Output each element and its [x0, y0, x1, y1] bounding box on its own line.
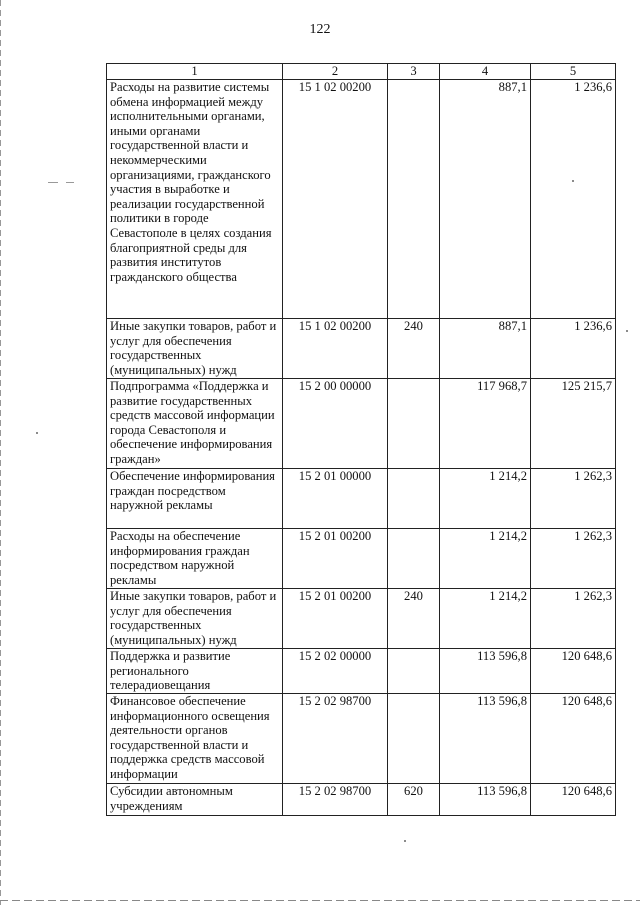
- row-name: Обеспечение информирования граждан посредством наружной рекламы: [107, 469, 283, 529]
- header-col-4: 4: [440, 64, 531, 80]
- table-row: [107, 784, 616, 816]
- row-name: Иные закупки товаров, работ и услуг для обеспечения государственных (муниципальных) нужд: [107, 589, 283, 649]
- row-expense-type: [388, 529, 440, 589]
- row-expense-type: [388, 80, 440, 319]
- row-code: 15 2 02 98700: [283, 694, 388, 784]
- row-expense-type: [388, 694, 440, 784]
- table-row: [107, 469, 616, 529]
- row-name: Финансовое обеспечение информационного освещения деятельности органов государственной власти и поддержка средств массовой информации: [107, 694, 283, 784]
- row-amount-year1: 1 214,2: [440, 469, 531, 529]
- row-name: Поддержка и развитие регионального телерадиовещания: [107, 649, 283, 694]
- header-col-5: 5: [531, 64, 616, 80]
- row-amount-year1: 113 596,8: [440, 649, 531, 694]
- row-amount-year2: 1 262,3: [531, 529, 616, 589]
- row-amount-year1: 1 214,2: [440, 529, 531, 589]
- row-code: 15 2 01 00200: [283, 529, 388, 589]
- row-amount-year1: 117 968,7: [440, 379, 531, 469]
- row-amount-year2: 1 262,3: [531, 469, 616, 529]
- row-amount-year2: 1 236,6: [531, 80, 616, 319]
- header-row: [107, 64, 616, 80]
- header-col-3: 3: [388, 64, 440, 80]
- scan-mark: [572, 180, 574, 182]
- scan-mark: [626, 330, 628, 332]
- table-row: [107, 80, 616, 319]
- row-code: 15 2 01 00200: [283, 589, 388, 649]
- row-name: Иные закупки товаров, работ и услуг для обеспечения государственных (муниципальных) нужд: [107, 319, 283, 379]
- row-expense-type: 240: [388, 589, 440, 649]
- row-expense-type: 620: [388, 784, 440, 816]
- row-code: 15 2 00 00000: [283, 379, 388, 469]
- row-amount-year2: 125 215,7: [531, 379, 616, 469]
- scan-mark: [36, 432, 38, 434]
- row-amount-year2: 120 648,6: [531, 694, 616, 784]
- header-col-2: 2: [283, 64, 388, 80]
- table-row: [107, 649, 616, 694]
- row-code: 15 2 01 00000: [283, 469, 388, 529]
- page-number: 122: [309, 22, 331, 37]
- row-code: 15 1 02 00200: [283, 80, 388, 319]
- table-row: [107, 529, 616, 589]
- table-row: [107, 319, 616, 379]
- row-amount-year1: 113 596,8: [440, 694, 531, 784]
- header-col-1: 1: [107, 64, 283, 80]
- row-amount-year1: 113 596,8: [440, 784, 531, 816]
- scan-edge: [0, 900, 640, 901]
- row-expense-type: [388, 649, 440, 694]
- row-expense-type: [388, 379, 440, 469]
- row-code: 15 2 02 98700: [283, 784, 388, 816]
- row-amount-year2: 120 648,6: [531, 784, 616, 816]
- row-expense-type: 240: [388, 319, 440, 379]
- row-amount-year2: 120 648,6: [531, 649, 616, 694]
- row-name: Субсидии автономным учреждениям: [107, 784, 283, 816]
- scan-edge: [0, 0, 1, 905]
- row-amount-year2: 1 262,3: [531, 589, 616, 649]
- row-name: Расходы на развитие системы обмена информацией между исполнительными органами, иными органами государственной власти и некоммерческими организациями, гражданского участия в выработке и реализации государственной политики в городе Севастополе в целях создания благоприятной среды для развития институтов гражданского общества: [107, 80, 283, 319]
- scan-mark: [66, 182, 74, 183]
- row-amount-year2: 1 236,6: [531, 319, 616, 379]
- scan-mark: [404, 840, 406, 842]
- table-row: [107, 589, 616, 649]
- row-code: 15 1 02 00200: [283, 319, 388, 379]
- scan-mark: [48, 182, 58, 183]
- row-amount-year1: 1 214,2: [440, 589, 531, 649]
- row-name: Подпрограмма «Поддержка и развитие государственных средств массовой информации города Севастополя и обеспечение информирования граждан»: [107, 379, 283, 469]
- row-name: Расходы на обеспечение информирования граждан посредством наружной рекламы: [107, 529, 283, 589]
- row-amount-year1: 887,1: [440, 80, 531, 319]
- row-code: 15 2 02 00000: [283, 649, 388, 694]
- budget-table: [106, 63, 616, 816]
- table-row: [107, 694, 616, 784]
- row-expense-type: [388, 469, 440, 529]
- table-row: [107, 379, 616, 469]
- row-amount-year1: 887,1: [440, 319, 531, 379]
